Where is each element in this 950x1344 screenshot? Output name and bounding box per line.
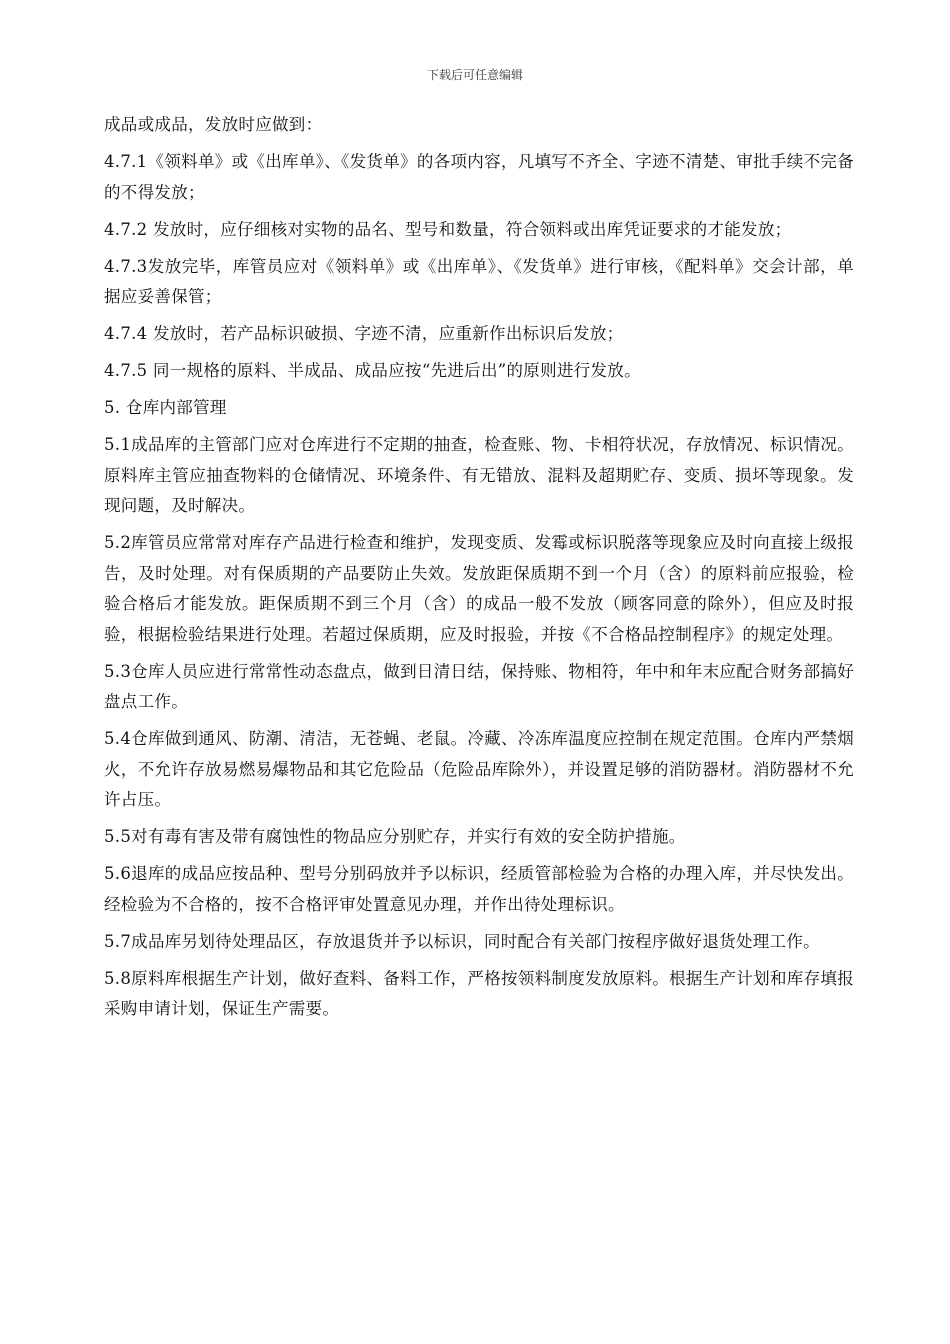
paragraph-5-8: 5.8原料库根据生产计划，做好查料、备料工作，严格按领料制度发放原料。根据生产计划和库存填报采购申请计划，保证生产需要。 [104,968,854,1018]
paragraph-4-7-5: 4.7.5 同一规格的原料、半成品、成品应按“先进后出”的原则进行发放。 [104,361,641,380]
paragraph-4-7-2: 4.7.2 发放时，应仔细核对实物的品名、型号和数量，符合领料或出库凭证要求的才能发放； [104,219,792,239]
paragraph-5-4: 5.4仓库做到通风、防潮、清洁，无苍蝇、老鼠。冷藏、冷冻库温度应控制在规定范围。仓库内严禁烟火，不允许存放易燃易爆物品和其它危险品（危险品库除外），并设置足够的消防器材。消防器材不允许占压。 [104,729,854,809]
paragraph-continuation: 成品或成品，发放时应做到： [104,115,323,134]
paragraph-5-2: 5.2库管员应常常对库存产品进行检查和维护，发现变质、发霉或标识脱落等现象应及时向直接上级报告，及时处理。对有保质期的产品要防止失效。发放距保质期不到一个月（含）的原料前应报验，检验合格后才能发放。距保质期不到三个月（含）的成品一般不发放（顾客同意的除外），但应及时报验，根据检验结果进行处理。若超过保质期，应及时报验，并按《不合格品控制程序》的规定处理。 [104,533,854,644]
paragraph-5-7: 5.7成品库另划待处理品区，存放退货并予以标识，同时配合有关部门按程序做好退货处理工作。 [104,931,820,951]
page-header: 下载后可任意编辑 [426,68,523,82]
paragraph-4-7-3: 4.7.3发放完毕，库管员应对《领料单》或《出库单》、《发货单》进行审核，《配料单》交会计部，单据应妥善保管； [104,256,854,306]
paragraph-5-5: 5.5对有毒有害及带有腐蚀性的物品应分别贮存，并实行有效的安全防护措施。 [104,827,686,846]
paragraph-5-6: 5.6退库的成品应按品种、型号分别码放并予以标识，经质管部检验为合格的办理入库，并尽快发出。经检验为不合格的，按不合格评审处置意见办理，并作出待处理标识。 [104,864,854,914]
section-heading-5: 5. 仓库内部管理 [104,398,227,417]
paragraph-4-7-4: 4.7.4 发放时，若产品标识破损、字迹不清，应重新作出标识后发放； [104,324,624,343]
paragraph-5-1: 5.1成品库的主管部门应对仓库进行不定期的抽查，检查账、物、卡相符状况，存放情况、标识情况。原料库主管应抽查物料的仓储情况、环境条件、有无错放、混料及超期贮存、变质、损坏等现象。发现问题，及时解决。 [104,435,854,515]
paragraph-5-3: 5.3仓库人员应进行常常性动态盘点，做到日清日结，保持账、物相符，年中和年末应配合财务部搞好盘点工作。 [104,661,854,711]
paragraph-4-7-1: 4.7.1《领料单》或《出库单》、《发货单》的各项内容，凡填写不齐全、字迹不清楚、审批手续不完备的不得发放； [104,152,854,202]
document-body [104,110,854,1031]
